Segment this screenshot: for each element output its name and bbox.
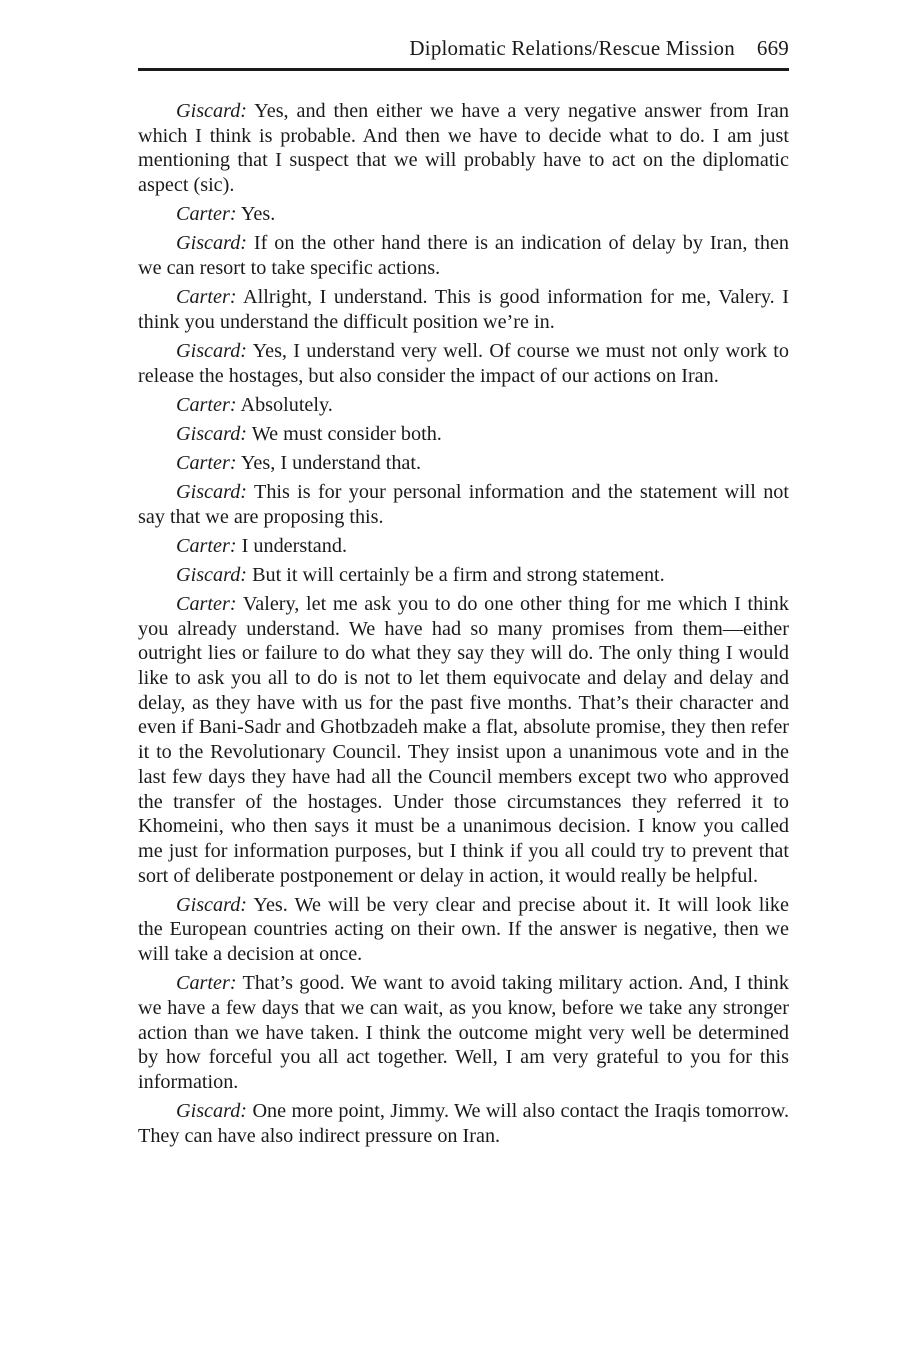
dialogue-text: But it will certainly be a firm and strong statement. [252,563,665,586]
header-rule [138,68,789,71]
speaker-label: Carter: [176,972,237,995]
dialogue-text: Yes, I understand that. [240,451,422,474]
speaker-label: Carter: [176,393,237,416]
dialogue-text: One more point, Jimmy. We will also contact the Iraqis tomorrow. They can have also indirect pressure on Iran. [138,1100,790,1147]
speaker-label: Carter: [176,451,237,474]
dialogue-paragraph [138,592,789,888]
dialogue-text: I understand. [241,534,348,557]
speaker-label: Giscard: [176,100,248,122]
dialogue-paragraph [138,480,789,529]
dialogue-text: We must consider both. [251,422,442,445]
dialogue-text: Yes. We will be very clear and precise about it. It will look like the European countries acting on their own. If the answer is negative, then we will take a decision at once. [138,893,789,966]
speaker-label: Carter: [176,286,237,309]
dialogue-paragraph [138,451,789,476]
speaker-label: Giscard: [176,339,248,362]
speaker-label: Carter: [176,203,237,226]
dialogue-text: Yes. [240,203,276,226]
dialogue-text: If on the other hand there is an indication of delay by Iran, then we can resort to take specific actions. [138,232,790,279]
dialogue-paragraph [138,285,789,334]
dialogue-paragraph [138,339,789,388]
speaker-label: Giscard: [176,893,248,916]
speaker-label: Giscard: [176,563,248,586]
dialogue-paragraph [138,893,789,967]
dialogue-paragraph [138,422,789,447]
dialogue-text: Yes, I understand very well. Of course we must not only work to release the hostages, but also consider the impact of our actions on Iran. [138,339,789,387]
dialogue-text: Absolutely. [240,393,333,416]
running-header [138,36,789,61]
dialogue-text: Valery, let me ask you to do one other thing for me which I think you already understand. We have had so many promises from them—either outright lies or failure to do what they say they will do. The only thing I would like to ask you all to do is not to let them equivocate and delay and delay and delay, as they have with us for the past five months. That’s their character and even if Bani-Sadr and Ghotbzadeh make a flat, absolute promise, they then refer it to the Revolutionary Council. They insist upon a unanimous vote and in the last few days they have had all the Council members except two who approved the transfer of the hostages. Under those circumstances they referred it to Khomeini, who then says it must be a unanimous decision. I know you called me just for information purposes, but I think if you all could try to prevent that sort of deliberate postponement or delay in action, it would really be helpful. [138,592,789,887]
dialogue-text: That’s good. We want to avoid taking military action. And, I think we have a few days that we can wait, as you know, before we take any stronger action than we have taken. I think the outcome might very well be determined by how forceful you all act together. Well, I am very grateful to you for this information. [138,972,789,1094]
dialogue-paragraph [138,393,789,418]
speaker-label: Carter: [176,534,237,557]
speaker-label: Giscard: [176,422,248,445]
page-number: 669 [756,36,789,60]
dialogue-text: This is for your personal information and the statement will not say that we are proposing this. [138,480,790,528]
dialogue-paragraph [138,202,789,227]
speaker-label: Giscard: [176,232,248,255]
dialogue-paragraph [138,1099,789,1148]
speaker-label: Giscard: [176,1100,248,1123]
running-title: Diplomatic Relations/Rescue Mission [409,36,735,60]
dialogue-text: Yes, and then either we have a very negative answer from Iran which I think is probable. And then we have to decide what to do. I am just mentioning that I suspect that we will probably have to act on the diplomatic aspect (sic). [138,100,789,197]
speaker-label: Giscard: [176,480,248,503]
dialogue-paragraph [138,971,789,1095]
dialogue-paragraph [138,231,789,280]
speaker-label: Carter: [176,592,237,615]
dialogue-paragraph [138,563,789,588]
dialogue-paragraph [138,99,789,198]
dialogue-text: Allright, I understand. This is good information for me, Valery. I think you understand the difficult position we’re in. [138,286,789,333]
dialogue-paragraph [138,534,789,559]
transcript-body [138,99,789,1153]
